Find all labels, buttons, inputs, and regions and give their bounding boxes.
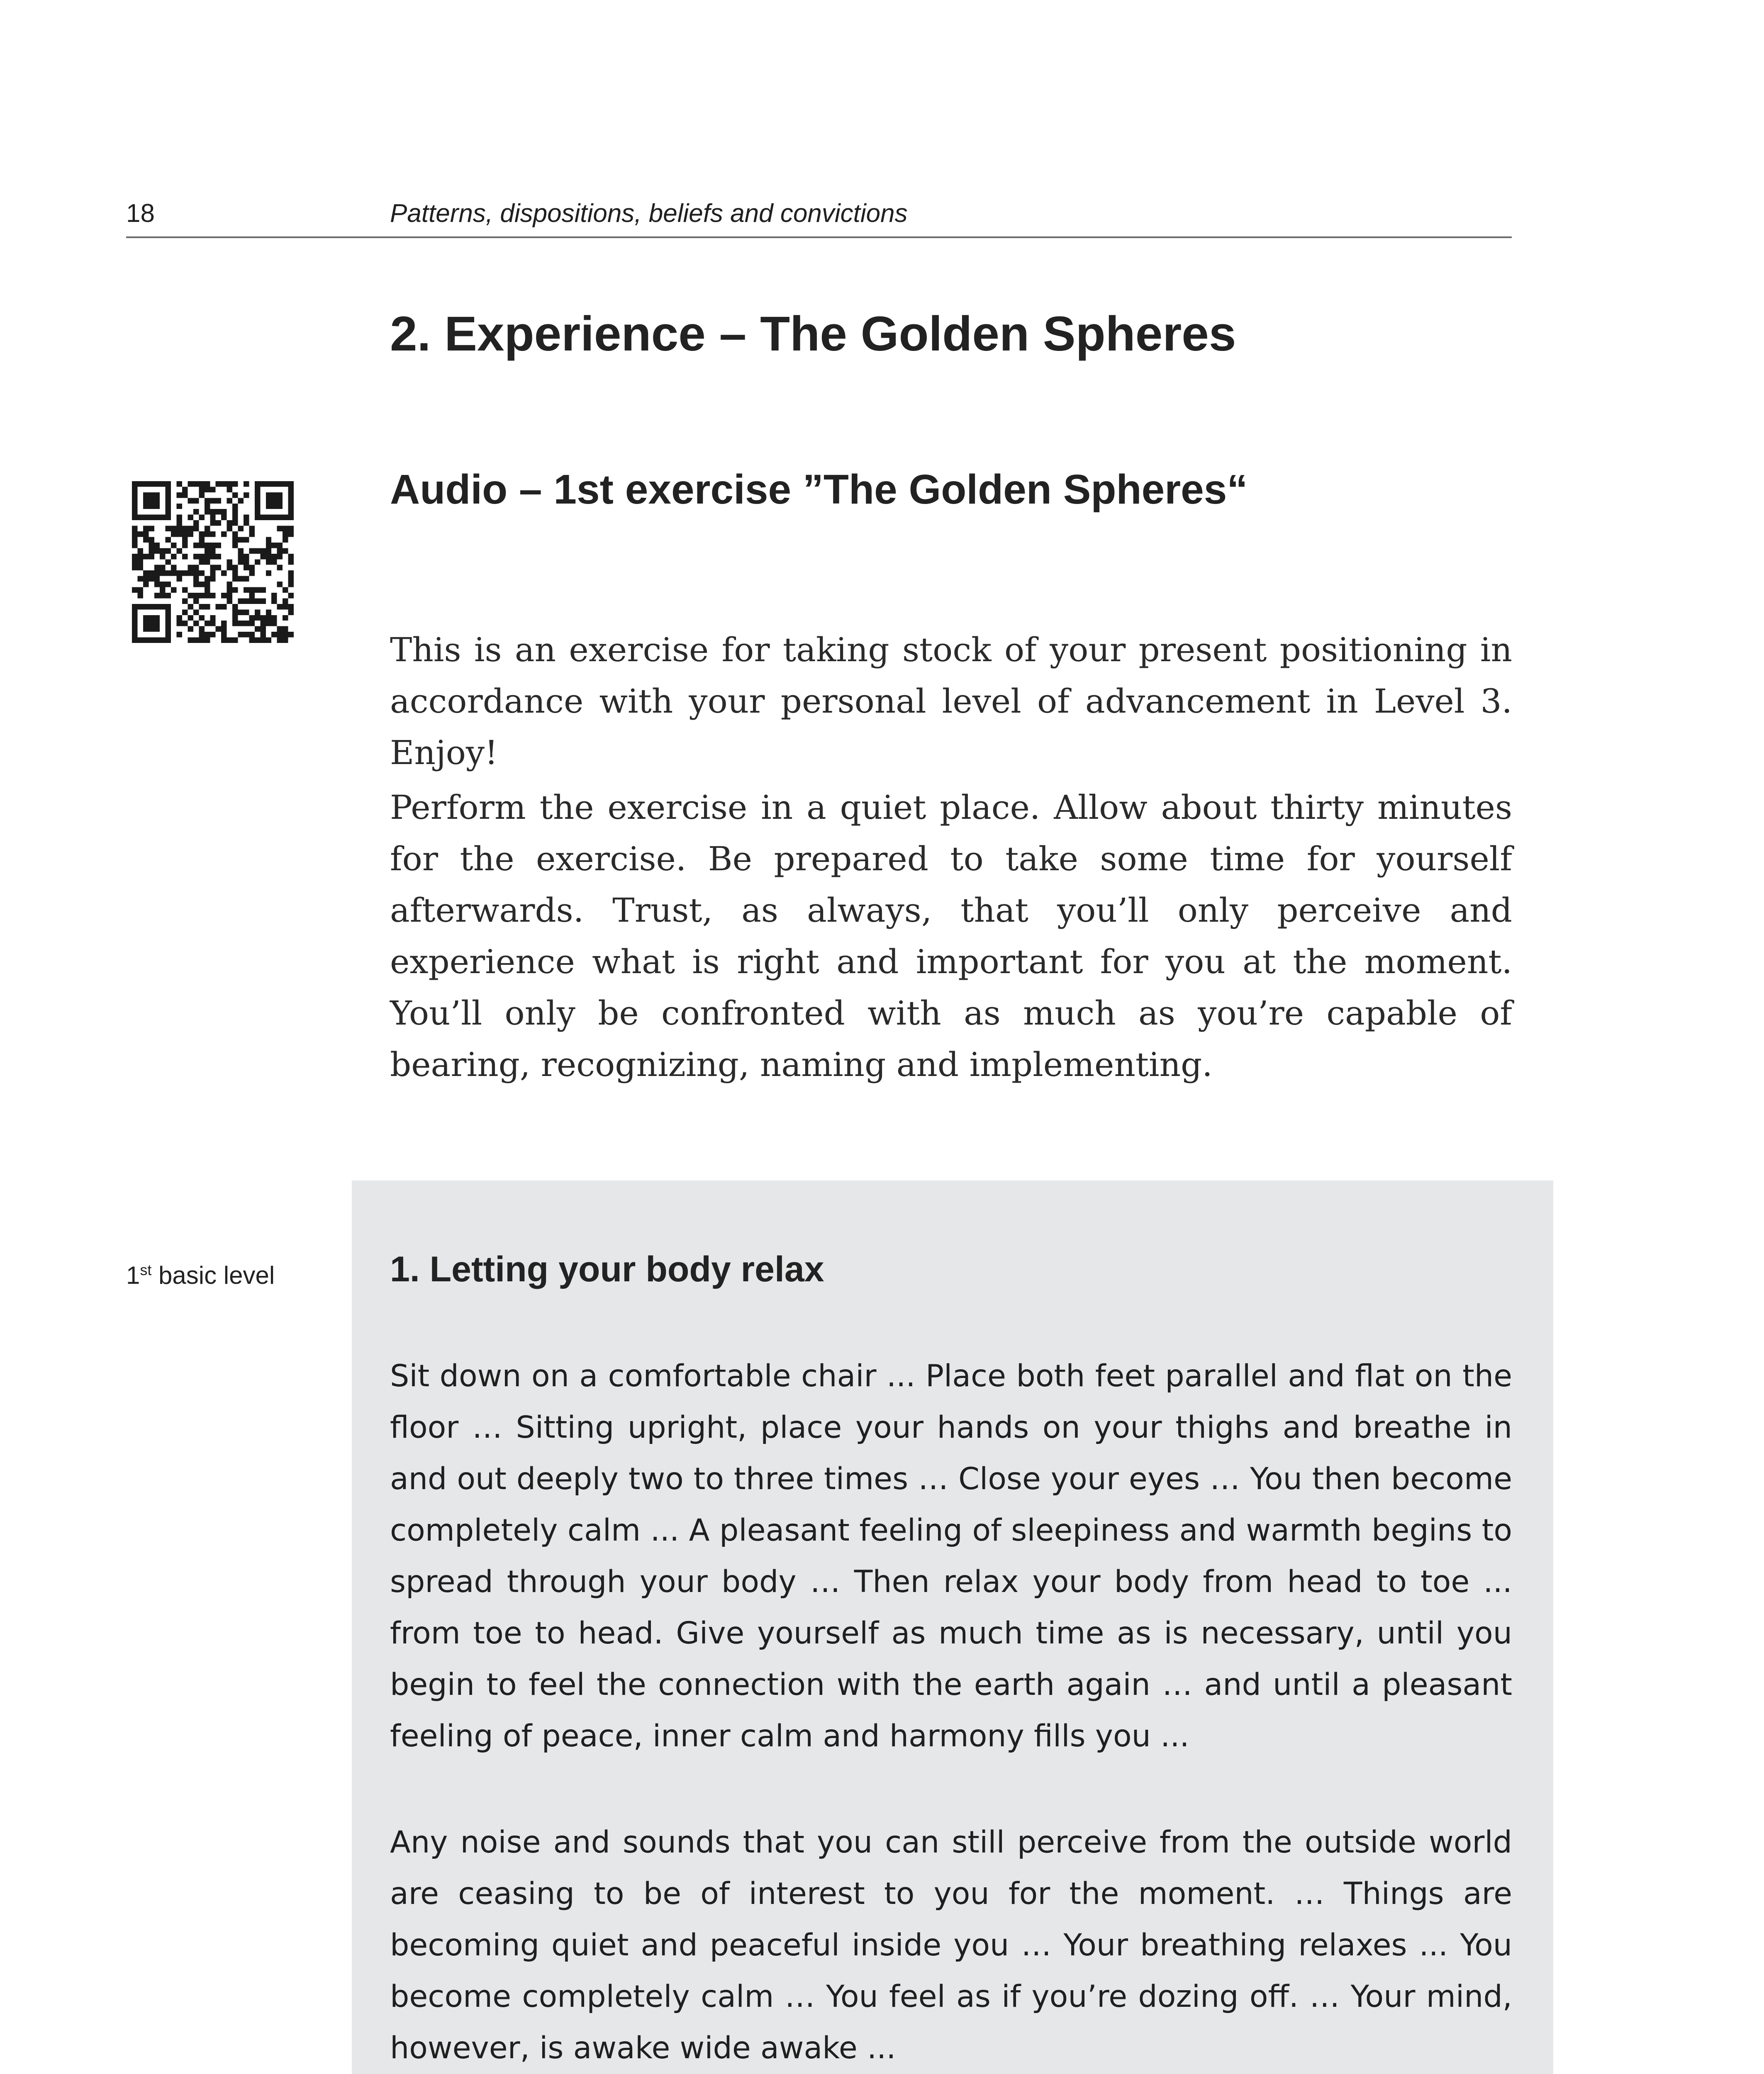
intro-paragraph: This is an exercise for taking stock of your present positioning in accordance with your personal level of advancement in Level 3. Enjoy! — [390, 630, 1512, 772]
exercise-paragraph: Sit down on a comfortable chair ... Place both feet parallel and flat on the floor … Sitting upright, place your hands on your thighs and breathe in and out deeply two to three times … Close your eyes … You then become completely calm ... A pleasant feeling of sleepiness and warmth begins to spread through your body … Then relax your body from head to toe ... from toe to head. Give yourself as much time as is necessary, until you begin to feel the connection with the earth again … and until a pleasant feeling of peace, inner calm and harmony fills you ... — [390, 1358, 1512, 1754]
intro-paragraph: Perform the exercise in a quiet place. Allow about thirty minutes for the exercise. Be prepared to take some time for yourself afterwards. Trust, as always, that you’ll only perceive and experience what is right and important for you at the moment. You’ll only be confronted with as much as you’re capable of bearing, recognizing, naming and implementing. — [390, 788, 1512, 1084]
level-ordinal-suffix: st — [140, 1261, 152, 1278]
level-margin-note — [126, 1257, 275, 1294]
exercise-paragraph: Any noise and sounds that you can still perceive from the outside world are ceasing to be of interest to you for the moment. … Things are becoming quiet and peaceful inside you … Your breathing relaxes ... You become completely calm … You feel as if you’re dozing off. … Your mind, however, is awake wide awake ... — [390, 1825, 1512, 2066]
running-head: Patterns, dispositions, beliefs and convictions — [390, 199, 908, 228]
audio-exercise-title: Audio – 1st exercise ”The Golden Spheres“ — [390, 466, 1248, 513]
qr-code-icon[interactable] — [132, 481, 294, 643]
level-label: basic level — [151, 1261, 275, 1289]
level-number: 1 — [126, 1261, 140, 1289]
page-number: 18 — [126, 199, 155, 228]
header-divider — [126, 236, 1512, 238]
step-heading: 1. Letting your body relax — [390, 1249, 824, 1289]
section-title: 2. Experience – The Golden Spheres — [390, 307, 1236, 361]
